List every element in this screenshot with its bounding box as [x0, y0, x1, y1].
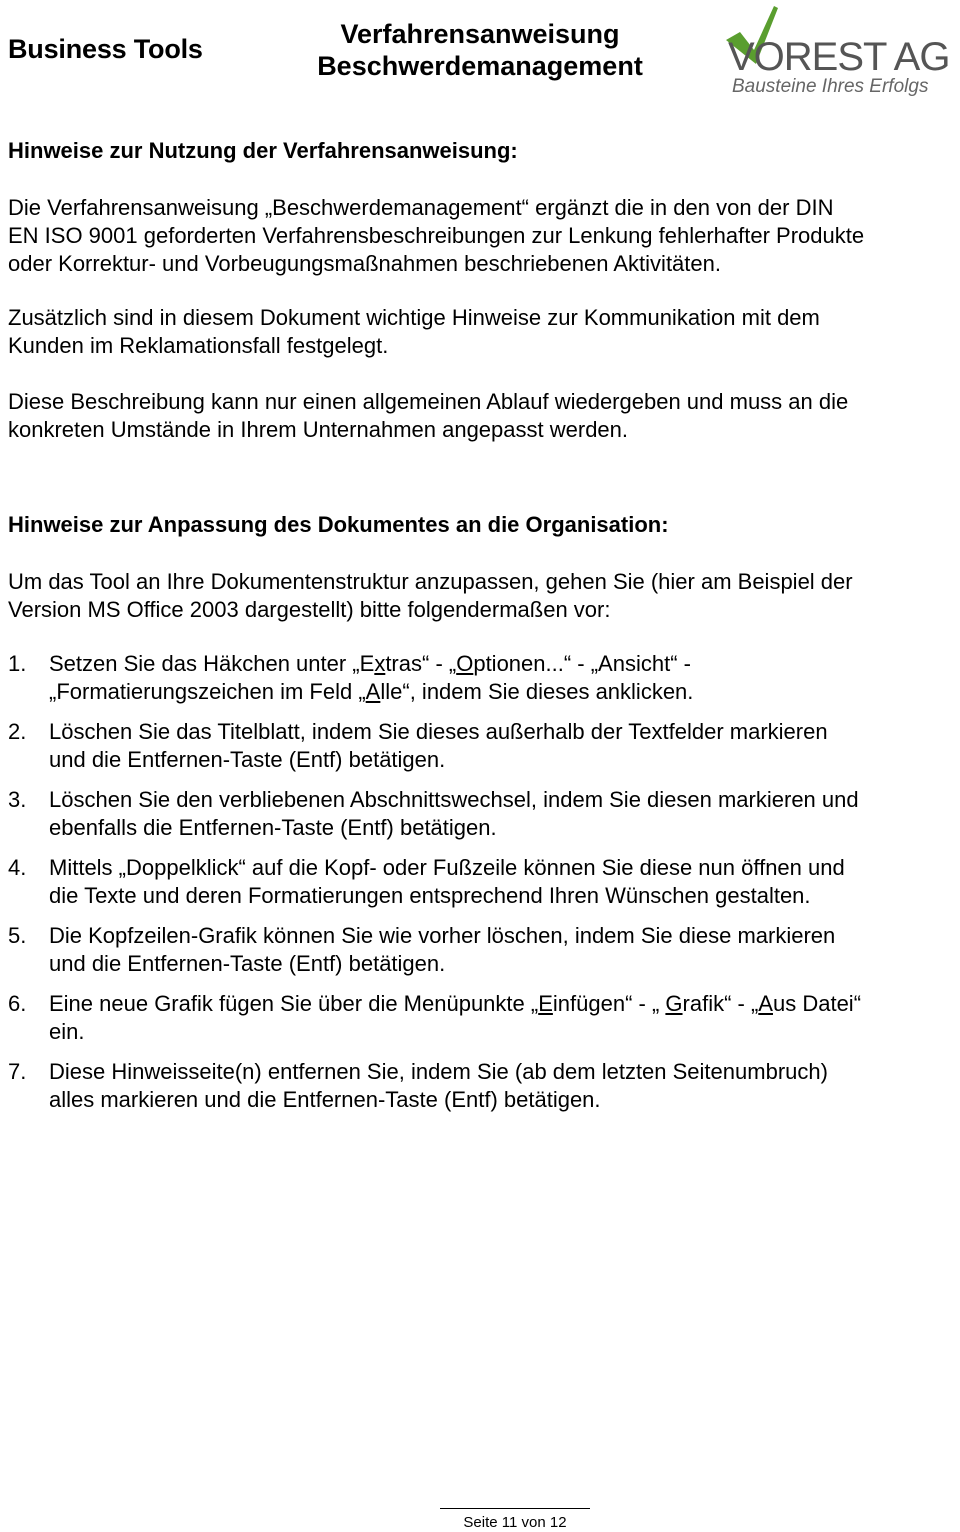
field-alle-accelerator: A — [365, 679, 381, 704]
step-text: die Texte und deren Formatierungen entsprechend Ihren Wünschen gestalten. — [49, 883, 811, 908]
menu-ausdatei-text: us Datei — [772, 991, 854, 1016]
step-number: 3. — [8, 787, 27, 812]
step-text: und die Entfernen-Taste (Entf) betätigen. — [49, 747, 446, 772]
vorest-logo-graphic — [720, 2, 956, 102]
instruction-step — [8, 718, 954, 774]
step-text: ein. — [49, 1019, 85, 1044]
instruction-step — [8, 990, 954, 1046]
step-text: und die Entfernen-Taste (Entf) betätigen. — [49, 951, 446, 976]
step-text: “ - „ — [422, 651, 457, 676]
step-text: “ - „ — [724, 991, 759, 1016]
field-alle-text: lle — [380, 679, 403, 704]
menu-ausdatei-accelerator: A — [758, 991, 773, 1016]
step-text: Diese Hinweisseite(n) entfernen Sie, indem Sie (ab dem letzten Seitenumbruch) — [49, 1059, 828, 1084]
page-number: Seite 11 von 12 — [463, 1514, 567, 1531]
step-text: “, indem Sie dieses anklicken. — [402, 679, 694, 704]
step-text: “ - „ — [625, 991, 666, 1016]
menu-extras-text-rest: tras — [385, 651, 422, 676]
step-number: 2. — [8, 719, 27, 744]
logo-tagline: Bausteine Ihres Erfolgs — [732, 76, 929, 97]
step-number: 6. — [8, 991, 27, 1016]
step-text: ebenfalls die Entfernen-Taste (Entf) betätigen. — [49, 815, 497, 840]
step-text: “ — [853, 991, 862, 1016]
step-number: 4. — [8, 855, 27, 880]
step-text: alles markieren und die Entfernen-Taste (Entf) betätigen. — [49, 1087, 601, 1112]
step-text: “ - „Ansicht“ - — [563, 651, 691, 676]
section-heading-usage: Hinweise zur Nutzung der Verfahrensanweisung: — [8, 138, 518, 163]
instruction-step — [8, 650, 954, 706]
step-text: Die Kopfzeilen-Grafik können Sie wie vorher löschen, indem Sie diese markieren — [49, 923, 836, 948]
paragraph-communication-line2: Kunden im Reklamationsfall festgelegt. — [8, 333, 389, 358]
paragraph-customization-intro-line1: Um das Tool an Ihre Dokumentenstruktur anzupassen, gehen Sie (hier am Beispiel der — [8, 569, 853, 594]
menu-extras-accelerator: x — [374, 651, 386, 676]
paragraph-communication-line1: Zusätzlich sind in diesem Dokument wichtige Hinweise zur Kommunikation mit dem — [8, 305, 820, 330]
step-text: Setzen Sie das Häkchen unter „ — [49, 651, 360, 676]
instruction-step — [8, 854, 954, 910]
section-heading-customization: Hinweise zur Anpassung des Dokumentes an die Organisation: — [8, 512, 669, 537]
instruction-step — [8, 922, 954, 978]
step-text: Mittels „Doppelklick“ auf die Kopf- oder Fußzeile können Sie diese nun öffnen und — [49, 855, 845, 880]
menu-einfuegen-accelerator: E — [538, 991, 553, 1016]
document-title-line1: Verfahrensanweisung — [340, 19, 620, 49]
step-number: 5. — [8, 923, 27, 948]
step-text: Löschen Sie das Titelblatt, indem Sie dieses außerhalb der Textfelder markieren — [49, 719, 828, 744]
paragraph-communication — [8, 304, 954, 360]
menu-extras-text: E — [359, 651, 375, 676]
menu-optionen-accelerator: O — [456, 651, 474, 676]
step-number: 7. — [8, 1059, 27, 1084]
vorest-logo — [720, 2, 956, 102]
footer-divider — [440, 1508, 590, 1509]
menu-einfuegen-text: infügen — [552, 991, 626, 1016]
paragraph-general-process — [8, 388, 954, 444]
step-number: 1. — [8, 651, 27, 676]
instruction-step — [8, 1058, 954, 1114]
menu-grafik-text: rafik — [682, 991, 725, 1016]
paragraph-general-process-line1: Diese Beschreibung kann nur einen allgemeinen Ablauf wiedergeben und muss an die — [8, 389, 849, 414]
header-business-tools: Business Tools — [8, 34, 203, 64]
paragraph-customization-intro — [8, 568, 954, 624]
paragraph-general-process-line2: konkreten Umstände in Ihrem Unternahmen angepasst werden. — [8, 417, 629, 442]
step-text: Löschen Sie den verbliebenen Abschnittswechsel, indem Sie diesen markieren und — [49, 787, 859, 812]
paragraph-intro-line3: oder Korrektur- und Vorbeugungsmaßnahmen beschriebenen Aktivitäten. — [8, 251, 721, 276]
step-text: Eine neue Grafik fügen Sie über die Menüpunkte „ — [49, 991, 539, 1016]
paragraph-customization-intro-line2: Version MS Office 2003 dargestellt) bitte folgendermaßen vor: — [8, 597, 611, 622]
menu-optionen-text: ptionen... — [473, 651, 564, 676]
paragraph-intro-line2: EN ISO 9001 geforderten Verfahrensbeschreibungen zur Lenkung fehlerhafter Produkte — [8, 223, 865, 248]
menu-grafik-accelerator: G — [665, 991, 683, 1016]
paragraph-intro-line1: Die Verfahrensanweisung „Beschwerdemanagement“ ergänzt die in den von der DIN — [8, 195, 834, 220]
instruction-step — [8, 786, 954, 842]
instruction-steps-list — [8, 650, 954, 1126]
paragraph-intro — [8, 194, 954, 278]
document-title-line2: Beschwerdemanagement — [317, 51, 643, 81]
logo-company-name: VOREST AG — [728, 35, 950, 79]
document-title — [300, 18, 660, 82]
step-text: „Formatierungszeichen im Feld „ — [49, 679, 366, 704]
